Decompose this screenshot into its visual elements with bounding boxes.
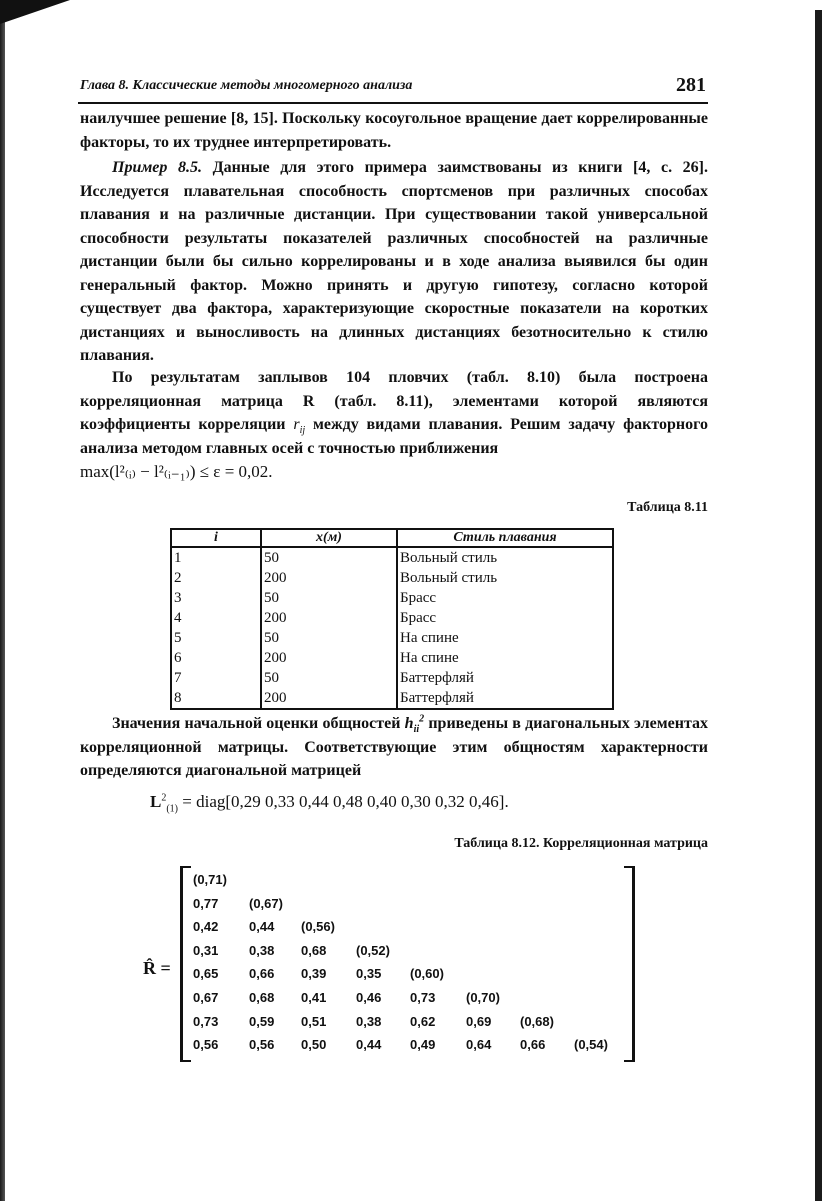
swim-style-cell: Брасс xyxy=(397,608,613,628)
page-right-edge-shadow xyxy=(815,10,822,1201)
swim-style-cell: Баттерфляй xyxy=(397,688,613,709)
swim-style-cell: Вольный стиль xyxy=(397,547,613,568)
matrix-R-symbol: R xyxy=(302,392,315,410)
p4-text-a: Значения начальной оценки общностей xyxy=(112,715,405,732)
distance-cell: 200 xyxy=(261,688,397,709)
matrix-cell: (0,70) xyxy=(466,990,500,1005)
matrix-cell: 0,51 xyxy=(301,1013,327,1029)
distance-cell: 50 xyxy=(261,547,397,568)
matrix-cell: 0,69 xyxy=(466,1013,492,1029)
table-8-11 xyxy=(170,528,614,710)
distance-cell: 50 xyxy=(261,588,397,608)
matrix-cell: 0,49 xyxy=(410,1037,436,1053)
page-left-edge-shadow xyxy=(0,0,5,1201)
paragraph-example xyxy=(80,156,708,368)
L-sup: 2 xyxy=(161,792,167,804)
max-formula: max(l²₍ᵢ₎ − l²₍ᵢ₋₁₎) ≤ ε = 0,02. xyxy=(80,462,273,481)
swim-style-cell: Баттерфляй xyxy=(397,668,613,688)
matrix-cell: 0,44 xyxy=(249,919,275,935)
table-8-12-caption: Таблица 8.12. Корреляционная матрица xyxy=(454,836,708,851)
matrix-cell: 0,64 xyxy=(466,1037,492,1053)
matrix-cell: 0,68 xyxy=(249,990,275,1005)
matrix-cell: (0,54) xyxy=(574,1037,608,1053)
row-index-cell: 5 xyxy=(171,628,261,648)
matrix-cell: 0,59 xyxy=(249,1013,275,1029)
swim-style-cell: Брасс xyxy=(397,588,613,608)
matrix-cell: (0,56) xyxy=(301,919,335,935)
matrix-cell: 0,73 xyxy=(193,1013,219,1029)
matrix-cell: (0,67) xyxy=(249,895,283,911)
swim-style-cell: Вольный стиль xyxy=(397,568,613,588)
header-x: x(м) xyxy=(261,529,397,547)
left-bracket xyxy=(180,866,191,1062)
L-symbol: L xyxy=(150,792,162,811)
matrix-cell: 0,38 xyxy=(356,1013,382,1029)
table-row xyxy=(171,668,613,688)
row-index-cell: 1 xyxy=(171,547,261,568)
paragraph-1: наилучшее решение [8, 15]. Поскольку косоугольное вращение дает коррелированные факторы, то их труднее интерпретировать. xyxy=(80,110,708,151)
distance-cell: 200 xyxy=(261,568,397,588)
distance-cell: 200 xyxy=(261,648,397,668)
rij-symbol: $r_{ij}$ xyxy=(293,416,306,437)
matrix-cell: 0,56 xyxy=(249,1037,275,1053)
matrix-cell: 0,66 xyxy=(249,966,275,982)
matrix-cell: 0,38 xyxy=(249,942,275,958)
table-header-row xyxy=(171,529,613,547)
chapter-title: Глава 8. Классические методы многомерного анализа xyxy=(80,78,413,93)
matrix-cell: (0,52) xyxy=(356,942,390,958)
matrix-cell: 0,65 xyxy=(193,966,219,982)
distance-cell: 50 xyxy=(261,668,397,688)
page-corner-shadow xyxy=(0,0,70,24)
matrix-cell: (0,60) xyxy=(410,966,444,982)
matrix-cell: 0,77 xyxy=(193,895,219,911)
example-text: Данные для этого примера заимствованы из книги [4, с. 26]. Исследуется плавательная способность спортсменов при различных способах плавания и на различные дистанции. При существовании такой универсальной способности результаты показателей различных способностей на различные дистанции были бы сильно коррелированы и в ходе анализа выявился бы один генеральный фактор. Можно принять и другую гипотезу, согласно которой существует два фактора, характеризующие скоростные показатели на коротких дистанциях и выносливость на длинных дистанциях безотносительно к стилю плавания. xyxy=(80,159,709,364)
running-header xyxy=(78,76,708,104)
L-sub: (1) xyxy=(166,803,179,815)
table-row xyxy=(171,628,613,648)
matrix-cell: 0,39 xyxy=(301,966,327,982)
row-index-cell: 8 xyxy=(171,688,261,709)
matrix-cell: (0,68) xyxy=(520,1013,554,1029)
table-8-11-caption: Таблица 8.11 xyxy=(627,500,708,515)
matrix-cell: 0,73 xyxy=(410,990,436,1005)
matrix-cell: 0,67 xyxy=(193,990,219,1005)
matrix-cell: 0,50 xyxy=(301,1037,327,1053)
matrix-cell: 0,68 xyxy=(301,942,327,958)
table-row xyxy=(171,547,613,568)
matrix-cell: 0,46 xyxy=(356,990,382,1005)
example-label: Пример 8.5. xyxy=(112,159,203,176)
right-bracket xyxy=(624,866,635,1062)
distance-cell: 50 xyxy=(261,628,397,648)
matrix-cell: 0,35 xyxy=(356,966,382,982)
paragraph-4 xyxy=(80,712,708,783)
p3-text-b: (табл. 8.11), элементами которой являются коэффициенты корреляции xyxy=(80,392,709,433)
matrix-cell: 0,42 xyxy=(193,919,219,935)
matrix-label: R̂ = xyxy=(143,958,171,978)
header-style: Стиль плавания xyxy=(397,529,613,547)
row-index-cell: 2 xyxy=(171,568,261,588)
page-number: 281 xyxy=(676,74,706,96)
matrix-cell: 0,31 xyxy=(193,942,219,958)
swim-style-cell: На спине xyxy=(397,628,613,648)
row-index-cell: 3 xyxy=(171,588,261,608)
p4-text-b: приведены в диагональных элементах корреляционной матрицы. Соответствующие этим общностям характерности определяются диагональной матрицей xyxy=(80,715,709,779)
matrix-cell: 0,44 xyxy=(356,1037,382,1053)
table-body xyxy=(171,547,613,709)
diag-values: = diag[0,29 0,33 0,44 0,48 0,40 0,30 0,32 0,46]. xyxy=(178,792,509,811)
row-index-cell: 7 xyxy=(171,668,261,688)
matrix-cell: 0,62 xyxy=(410,1013,436,1029)
diag-formula xyxy=(150,792,509,815)
matrix-cell: 0,66 xyxy=(520,1037,546,1053)
table-row xyxy=(171,648,613,668)
distance-cell: 200 xyxy=(261,608,397,628)
swim-style-cell: На спине xyxy=(397,648,613,668)
row-index-cell: 4 xyxy=(171,608,261,628)
table-row xyxy=(171,588,613,608)
matrix-cell: 0,41 xyxy=(301,990,327,1005)
paragraph-3 xyxy=(80,366,708,485)
matrix-cell: (0,71) xyxy=(193,872,227,887)
matrix-cell: 0,56 xyxy=(193,1037,219,1053)
h-symbol: $h_{ii}^2$ xyxy=(404,713,425,736)
p3-text-a: По результатам заплывов 104 пловчих (табл. 8.10) была построена корреляционная матрица xyxy=(80,369,708,410)
table-row xyxy=(171,688,613,709)
table-row xyxy=(171,608,613,628)
table-row xyxy=(171,568,613,588)
p3-text-c: между видами плавания. Решим задачу факторного анализа методом главных осей с точностью приближения xyxy=(80,416,709,457)
header-i: i xyxy=(171,529,261,547)
row-index-cell: 6 xyxy=(171,648,261,668)
